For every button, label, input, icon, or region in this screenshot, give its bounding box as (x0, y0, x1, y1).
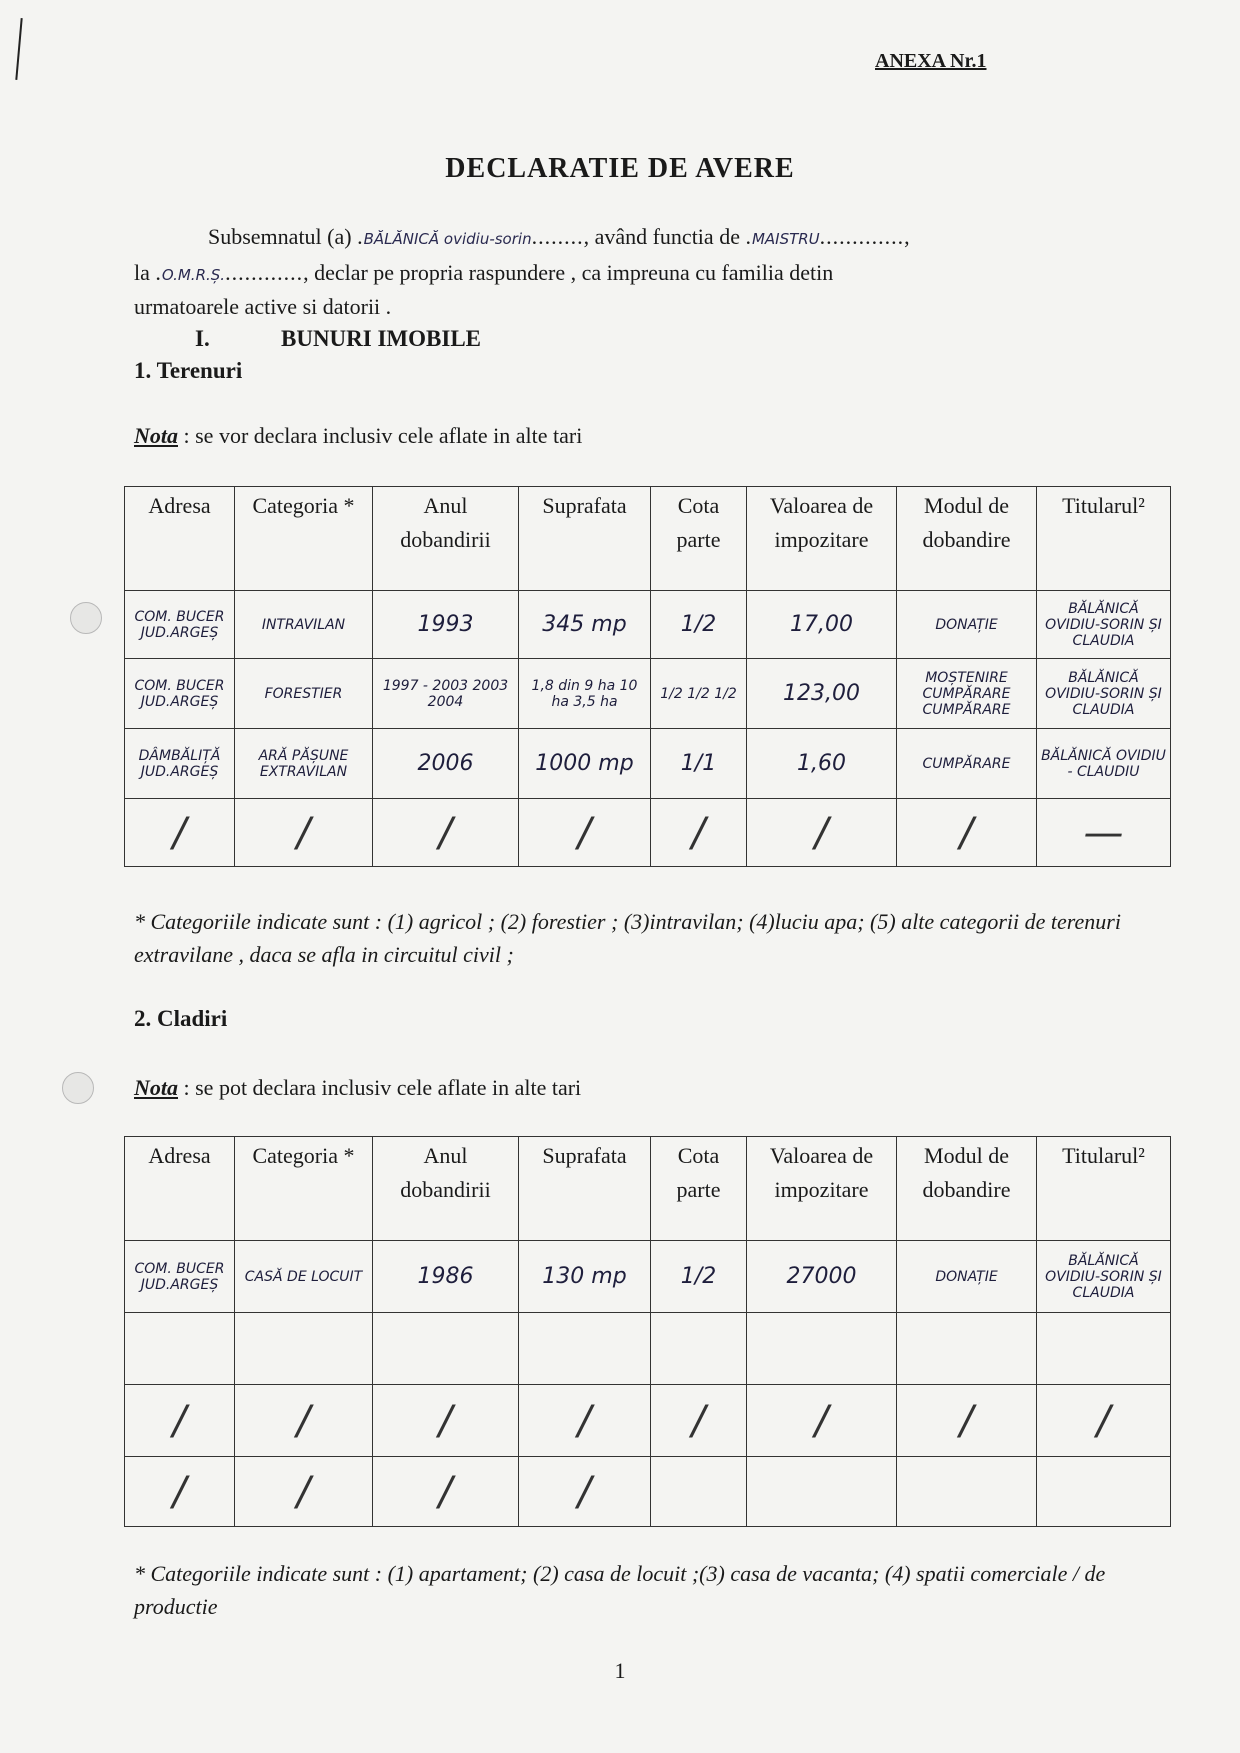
table-cell[interactable]: COM. BUCER JUD.ARGEȘ (125, 659, 235, 729)
col-header: Adresa (125, 1137, 235, 1241)
blank-cell-mark[interactable]: / (373, 799, 519, 867)
intro-line-1: Subsemnatul (a) .BĂLĂNICĂ ovidiu-sorin........, având functia de .MAISTRU............., (208, 224, 911, 249)
table-cell[interactable]: 1,60 (747, 729, 897, 799)
table-cell[interactable] (235, 1313, 373, 1385)
blank-cell-mark[interactable]: / (373, 1457, 519, 1527)
punch-hole (70, 602, 102, 634)
section-roman: I. (195, 326, 210, 351)
table-cell[interactable]: 1/2 (651, 1241, 747, 1313)
table-cell[interactable]: COM. BUCER JUD.ARGEȘ (125, 591, 235, 659)
table-cell[interactable] (747, 1457, 897, 1527)
col-header: Suprafata (519, 487, 651, 591)
function-field[interactable]: MAISTRU (751, 230, 820, 248)
blank-cell-mark[interactable]: / (125, 799, 235, 867)
page-number: 1 (614, 1658, 626, 1683)
table-cell[interactable] (897, 1313, 1037, 1385)
punch-hole (62, 1072, 94, 1104)
blank-cell-mark[interactable]: / (519, 799, 651, 867)
section-title: BUNURI IMOBILE (281, 326, 482, 351)
table-row (125, 1313, 1171, 1385)
table-cell[interactable] (373, 1313, 519, 1385)
table-cell[interactable]: BĂLĂNICĂ OVIDIU - CLAUDIU (1037, 729, 1171, 799)
blank-cell-mark[interactable]: / (1037, 1385, 1171, 1457)
table-cell[interactable]: COM. BUCER JUD.ARGEȘ (125, 1241, 235, 1313)
col-header: Modul de dobandire (897, 1137, 1037, 1241)
table-cell[interactable] (747, 1313, 897, 1385)
col-header: Valoarea de impozitare (747, 1137, 897, 1241)
table-header-row (125, 487, 1171, 591)
blank-cell-mark[interactable]: / (235, 1385, 373, 1457)
table-header-row (125, 1137, 1171, 1241)
table-cell[interactable]: 1/2 1/2 1/2 (651, 659, 747, 729)
blank-cell-mark[interactable]: — (1037, 799, 1171, 867)
blank-cell-mark[interactable]: / (897, 1385, 1037, 1457)
table-cell[interactable]: CASĂ DE LOCUIT (235, 1241, 373, 1313)
annex-label: ANEXA Nr.1 (875, 50, 987, 72)
col-header: Categoria * (235, 1137, 373, 1241)
table-row (125, 1457, 1171, 1527)
col-header: Titularul² (1037, 1137, 1171, 1241)
intro-line-3: urmatoarele active si datorii . (134, 294, 392, 319)
table-cell[interactable]: 1993 (373, 591, 519, 659)
blank-cell-mark[interactable]: / (373, 1385, 519, 1457)
declar-text: , declar pe propria raspundere , ca impreuna cu familia detin (303, 260, 834, 285)
col-header: Adresa (125, 487, 235, 591)
table-cell[interactable]: BĂLĂNICĂ OVIDIU-SORIN ȘI CLAUDIA (1037, 659, 1171, 729)
subsemnatul-label: Subsemnatul (a) (208, 224, 352, 249)
blank-cell-mark[interactable]: / (235, 1457, 373, 1527)
table-cell[interactable] (1037, 1313, 1171, 1385)
table-cell[interactable] (651, 1457, 747, 1527)
table-cell[interactable]: 130 mp (519, 1241, 651, 1313)
table-cell[interactable]: INTRAVILAN (235, 591, 373, 659)
blank-cell-mark[interactable]: / (519, 1385, 651, 1457)
terenuri-nota (134, 423, 582, 449)
col-header: Cota parte (651, 487, 747, 591)
blank-cell-mark[interactable]: / (125, 1385, 235, 1457)
table-cell[interactable]: DÂMBĂLIȚĂ JUD.ARGEȘ (125, 729, 235, 799)
table-cell[interactable]: MOȘTENIRE CUMPĂRARE CUMPĂRARE (897, 659, 1037, 729)
pen-mark (15, 18, 22, 80)
cladiri-nota (134, 1075, 581, 1101)
table-cell[interactable]: 2006 (373, 729, 519, 799)
col-header: Suprafata (519, 1137, 651, 1241)
cladiri-heading: 2. Cladiri (134, 1006, 228, 1031)
table-row (125, 729, 1171, 799)
table-cell[interactable]: 1,8 din 9 ha 10 ha 3,5 ha (519, 659, 651, 729)
table-cell[interactable]: 1986 (373, 1241, 519, 1313)
table-cell[interactable]: BĂLĂNICĂ OVIDIU-SORIN ȘI CLAUDIA (1037, 1241, 1171, 1313)
blank-cell-mark[interactable]: / (519, 1457, 651, 1527)
cladiri-table (124, 1136, 1171, 1527)
nota-label: Nota (134, 1075, 178, 1100)
institution-field[interactable]: O.M.R.Ș. (161, 266, 226, 284)
la-label: la (134, 260, 150, 285)
table-cell[interactable]: 27000 (747, 1241, 897, 1313)
table-cell[interactable]: FORESTIER (235, 659, 373, 729)
table-row (125, 659, 1171, 729)
table-cell[interactable]: 17,00 (747, 591, 897, 659)
nota-label: Nota (134, 423, 178, 448)
table-cell[interactable]: CUMPĂRARE (897, 729, 1037, 799)
table-cell[interactable]: DONAȚIE (897, 591, 1037, 659)
blank-cell-mark[interactable]: / (651, 799, 747, 867)
table-cell[interactable]: 1/1 (651, 729, 747, 799)
nota-text: : se vor declara inclusiv cele aflate in alte tari (178, 423, 583, 448)
terenuri-table (124, 486, 1171, 867)
blank-cell-mark[interactable]: / (747, 1385, 897, 1457)
blank-cell-mark[interactable]: / (125, 1457, 235, 1527)
table-cell[interactable] (125, 1313, 235, 1385)
table-row (125, 1385, 1171, 1457)
blank-cell-mark[interactable]: / (747, 799, 897, 867)
blank-cell-mark[interactable]: / (651, 1385, 747, 1457)
table-cell[interactable] (1037, 1457, 1171, 1527)
table-cell[interactable] (651, 1313, 747, 1385)
avand-label: , având functia de (583, 224, 740, 249)
table-cell[interactable] (519, 1313, 651, 1385)
table-cell[interactable]: BĂLĂNICĂ OVIDIU-SORIN ȘI CLAUDIA (1037, 591, 1171, 659)
table-cell[interactable]: ARĂ PĂȘUNE EXTRAVILAN (235, 729, 373, 799)
terenuri-heading: 1. Terenuri (134, 358, 243, 383)
table-row (125, 799, 1171, 867)
col-header: Anul dobandirii (373, 487, 519, 591)
table-cell[interactable]: 1/2 (651, 591, 747, 659)
table-cell[interactable] (897, 1457, 1037, 1527)
nota-text: : se pot declara inclusiv cele aflate in alte tari (178, 1075, 582, 1100)
col-header: Modul de dobandire (897, 487, 1037, 591)
table-cell[interactable]: 123,00 (747, 659, 897, 729)
table-cell[interactable]: 1997 - 2003 2003 2004 (373, 659, 519, 729)
blank-cell-mark[interactable]: / (897, 799, 1037, 867)
table-cell[interactable]: 1000 mp (519, 729, 651, 799)
table-row (125, 1241, 1171, 1313)
col-header: Cota parte (651, 1137, 747, 1241)
col-header: Titularul² (1037, 487, 1171, 591)
table-cell[interactable]: 345 mp (519, 591, 651, 659)
col-header: Valoarea de impozitare (747, 487, 897, 591)
blank-cell-mark[interactable]: / (235, 799, 373, 867)
col-header: Categoria * (235, 487, 373, 591)
table-cell[interactable]: DONAȚIE (897, 1241, 1037, 1313)
terenuri-footnote: * Categoriile indicate sunt : (1) agricol ; (2) forestier ; (3)intravilan; (4)luciu apa; (5) alte categorii de terenuri extravilane , daca se afla in circuitul civil ; (134, 909, 1121, 967)
table-row (125, 591, 1171, 659)
col-header: Anul dobandirii (373, 1137, 519, 1241)
section-heading (195, 326, 481, 352)
document-title: DECLARATIE DE AVERE (445, 153, 795, 184)
cladiri-footnote: * Categoriile indicate sunt : (1) apartament; (2) casa de locuit ;(3) casa de vacanta; (4) spatii comerciale / de productie (134, 1561, 1106, 1619)
name-field[interactable]: BĂLĂNICĂ ovidiu-sorin (363, 230, 532, 248)
intro-line-2: la .O.M.R.Ș............., declar pe propria raspundere , ca impreuna cu familia detin (134, 260, 834, 285)
